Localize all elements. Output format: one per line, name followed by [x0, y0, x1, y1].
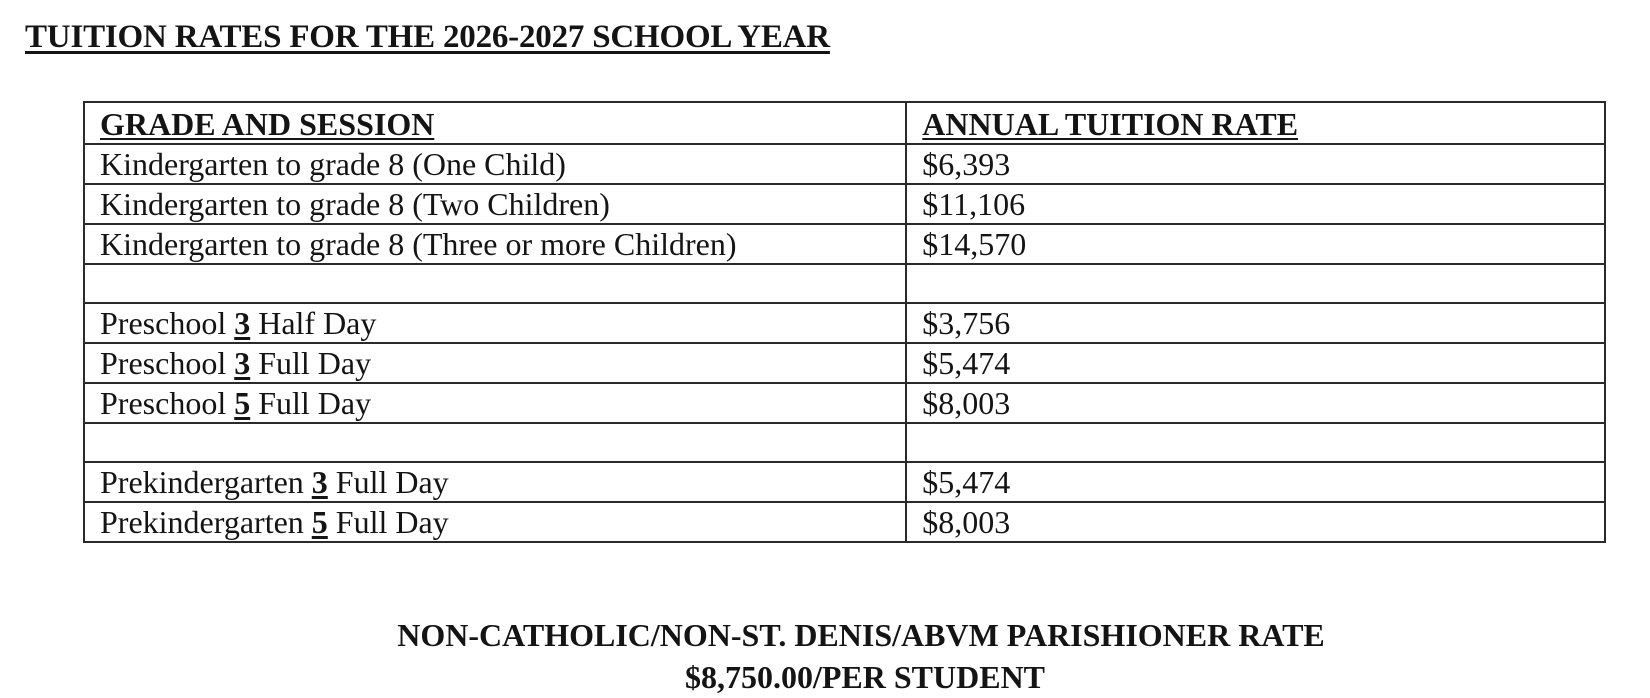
annual-tuition-rate-cell: $5,474 — [906, 343, 1605, 383]
grade-label-text: Prekindergarten — [100, 504, 312, 540]
age-number: 5 — [234, 385, 251, 421]
table-row — [84, 383, 1605, 423]
table-row — [84, 144, 1605, 184]
grade-and-session-cell — [84, 264, 906, 303]
table-body — [84, 144, 1605, 542]
tuition-rates-table — [83, 101, 1606, 543]
session-label-text: Half Day — [250, 305, 377, 341]
annual-tuition-rate-cell: $8,003 — [906, 502, 1605, 542]
grade-label-text: Kindergarten to grade 8 (Two Children) — [100, 186, 610, 222]
age-number: 3 — [311, 464, 328, 500]
table-row — [84, 462, 1605, 502]
annual-tuition-rate-cell — [906, 264, 1605, 303]
table-row — [84, 184, 1605, 224]
grade-and-session-cell — [84, 343, 906, 383]
table-row — [84, 303, 1605, 343]
annual-tuition-rate-cell: $8,003 — [906, 383, 1605, 423]
table-row — [84, 423, 1605, 462]
annual-tuition-rate-cell: $14,570 — [906, 224, 1605, 264]
table-row — [84, 502, 1605, 542]
grade-label-text: Prekindergarten — [100, 464, 312, 500]
grade-and-session-cell — [84, 303, 906, 343]
grade-label-text: Preschool — [100, 345, 235, 381]
session-label-text: Full Day — [250, 385, 372, 421]
age-number: 5 — [311, 504, 328, 540]
grade-label-text: Kindergarten to grade 8 (Three or more Children) — [100, 226, 737, 262]
annual-tuition-rate-cell: $5,474 — [906, 462, 1605, 502]
annual-tuition-rate-cell — [906, 423, 1605, 462]
annual-tuition-rate-cell: $11,106 — [906, 184, 1605, 224]
session-label-text: Full Day — [327, 464, 449, 500]
age-number: 3 — [234, 345, 251, 381]
page-title: TUITION RATES FOR THE 2026-2027 SCHOOL YEAR — [25, 19, 830, 55]
grade-label-text: Kindergarten to grade 8 (One Child) — [100, 146, 566, 182]
table-row — [84, 343, 1605, 383]
session-label-text: Full Day — [250, 345, 372, 381]
column-header-annual-tuition-rate: ANNUAL TUITION RATE — [906, 102, 1605, 144]
non-parishioner-rate-heading: NON-CATHOLIC/NON-ST. DENIS/ABVM PARISHIONER RATE — [397, 617, 1325, 653]
table-row — [84, 264, 1605, 303]
table-row — [84, 224, 1605, 264]
grade-label-text: Preschool — [100, 385, 235, 421]
grade-and-session-cell — [84, 144, 906, 184]
grade-and-session-cell — [84, 502, 906, 542]
age-number: 3 — [234, 305, 251, 341]
grade-label-text: Preschool — [100, 305, 235, 341]
non-parishioner-rate-amount: $8,750.00/PER STUDENT — [684, 659, 1046, 695]
annual-tuition-rate-cell: $3,756 — [906, 303, 1605, 343]
table-header-row — [84, 102, 1605, 144]
session-label-text: Full Day — [327, 504, 449, 540]
grade-and-session-cell — [84, 462, 906, 502]
grade-and-session-cell — [84, 423, 906, 462]
grade-and-session-cell — [84, 383, 906, 423]
grade-and-session-cell — [84, 224, 906, 264]
column-header-grade-and-session: GRADE AND SESSION — [84, 102, 906, 144]
grade-and-session-cell — [84, 184, 906, 224]
annual-tuition-rate-cell: $6,393 — [906, 144, 1605, 184]
